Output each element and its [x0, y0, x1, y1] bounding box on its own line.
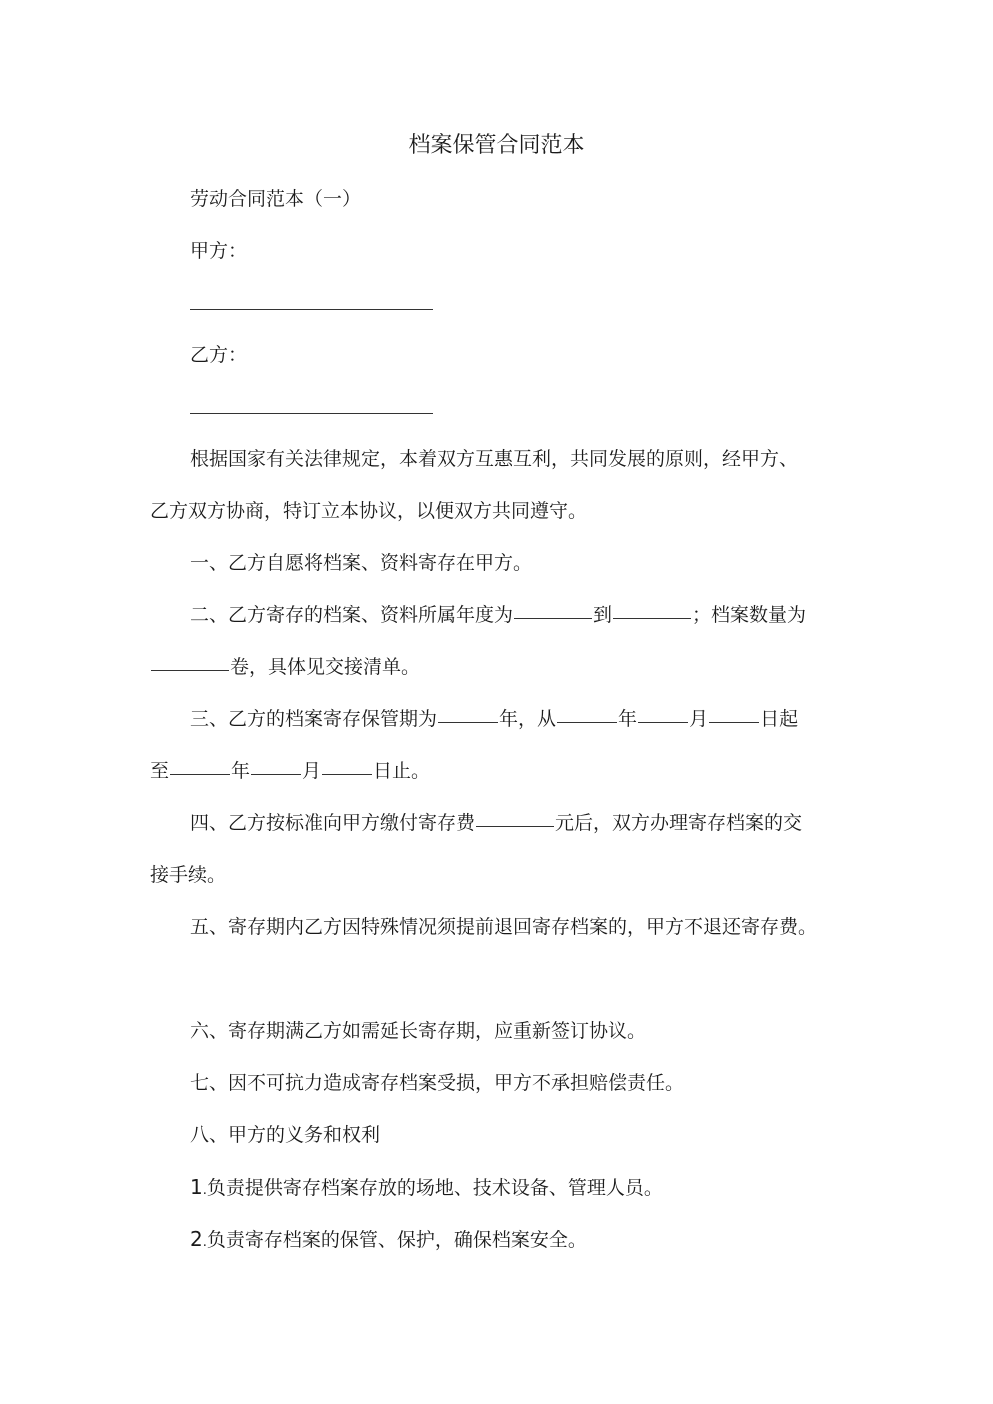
clause-3-nian: 年	[499, 708, 519, 730]
clause-3-nian-2: 年	[618, 708, 638, 730]
clause-3-yue: 月	[689, 708, 709, 730]
start-day-blank	[709, 721, 759, 723]
clause-4-line-2: 接手续。	[150, 864, 227, 886]
item-2-number: 2	[190, 1227, 203, 1251]
clause-8-heading: 八、甲方的义务和权利	[190, 1124, 381, 1146]
item-1-number: 1	[190, 1175, 203, 1199]
end-month-blank	[251, 773, 301, 775]
item-2-text: 负责寄存档案的保管、保护，确保档案安全。	[206, 1229, 587, 1251]
clause-3-text-a: 三、乙方的档案寄存保管期为	[190, 708, 438, 730]
clause-3-zhi: 至	[150, 760, 170, 782]
clause-4-line-1	[190, 810, 890, 836]
party-a-fill-line	[190, 309, 433, 310]
subtitle: 劳动合同范本（一）	[190, 188, 362, 210]
quantity-blank	[151, 669, 229, 671]
party-b-label: 乙方：	[190, 344, 248, 366]
intro-line-1: 根据国家有关法律规定，本着双方互惠互利，共同发展的原则，经甲方、	[190, 448, 799, 470]
party-a-label: 甲方：	[190, 240, 248, 262]
end-year-blank	[170, 773, 230, 775]
clause-8-item-1	[190, 1174, 890, 1204]
clause-5: 五、寄存期内乙方因特殊情况须提前退回寄存档案的，甲方不退还寄存费。	[190, 916, 818, 938]
clause-3-cong: ，从	[518, 708, 557, 730]
clause-1: 一、乙方自愿将档案、资料寄存在甲方。	[190, 552, 533, 574]
clause-7: 七、因不可抗力造成寄存档案受损，甲方不承担赔偿责任。	[190, 1072, 685, 1094]
year-from-blank	[514, 617, 592, 619]
clause-4-text-a: 四、乙方按标准向甲方缴付寄存费	[190, 812, 476, 834]
intro-line-2: 乙方双方协商，特订立本协议，以便双方共同遵守。	[150, 500, 588, 522]
item-2-dot: .	[202, 1235, 207, 1250]
clause-4-text-b: 元后，双方办理寄存档案的交	[555, 812, 803, 834]
clause-3-nian-3: 年	[231, 760, 251, 782]
clause-2-text-b: 到	[593, 604, 613, 626]
clause-3-ri-qi: 日起	[760, 708, 799, 730]
clause-2-text-a: 二、乙方寄存的档案、资料所属年度为	[190, 604, 514, 626]
year-to-blank	[613, 617, 691, 619]
clause-2-text-d: 卷，具体见交接清单。	[230, 656, 421, 678]
item-1-dot: .	[202, 1183, 207, 1198]
item-1-text: 负责提供寄存档案存放的场地、技术设备、管理人员。	[206, 1177, 663, 1199]
clause-3-yue-2: 月	[302, 760, 322, 782]
party-b-fill-line	[190, 413, 433, 414]
period-years-blank	[438, 721, 498, 723]
clause-6: 六、寄存期满乙方如需延长寄存期，应重新签订协议。	[190, 1020, 647, 1042]
start-month-blank	[638, 721, 688, 723]
fee-blank	[476, 825, 554, 827]
clause-2-line-1	[190, 602, 890, 628]
end-day-blank	[322, 773, 372, 775]
clause-3-line-2	[150, 758, 850, 784]
clause-2-line-2	[150, 654, 850, 680]
document-title: 档案保管合同范本	[408, 133, 585, 158]
clause-2-text-c: ；档案数量为	[692, 604, 807, 626]
clause-3-ri-zhi: 日止。	[373, 760, 431, 782]
start-year-blank	[557, 721, 617, 723]
clause-3-line-1	[190, 706, 890, 732]
clause-8-item-2	[190, 1226, 890, 1256]
